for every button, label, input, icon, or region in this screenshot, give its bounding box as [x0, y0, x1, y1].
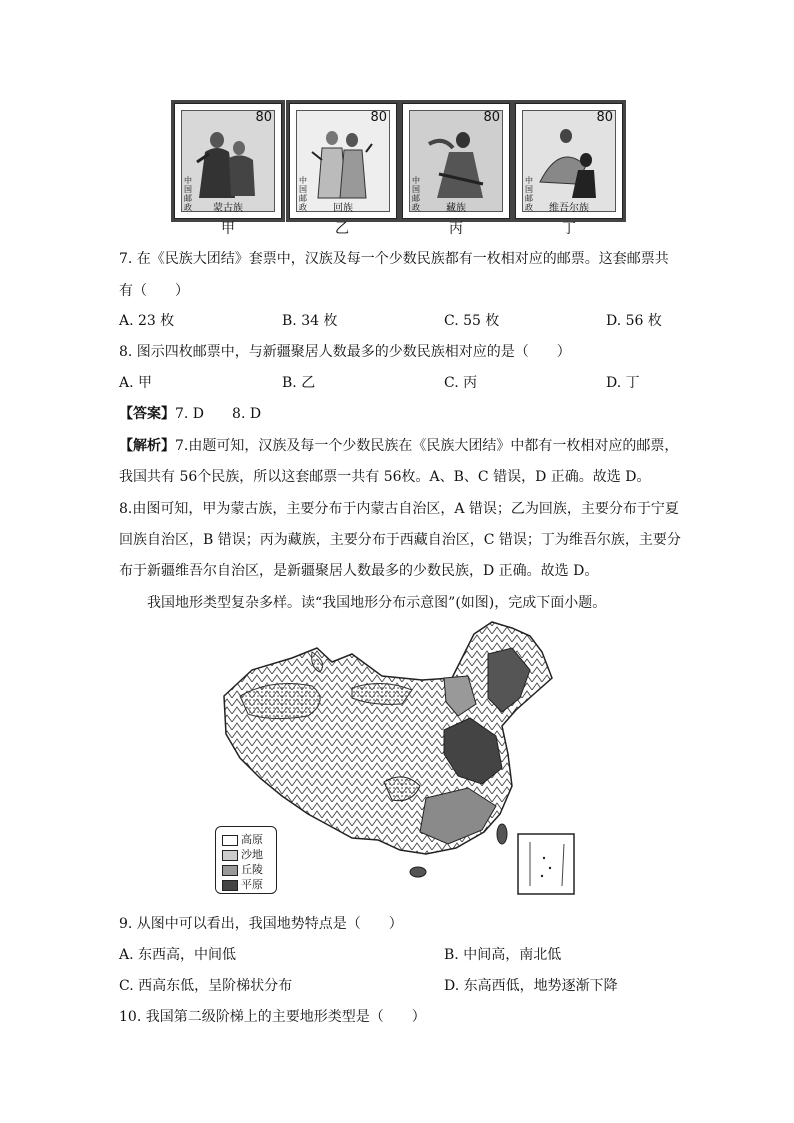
- stamp-price: 80: [596, 110, 613, 125]
- q8-option-a[interactable]: A. 甲: [119, 375, 153, 391]
- answer-text: 7. D 8. D: [175, 406, 262, 422]
- legend-swatch: [222, 850, 238, 861]
- taiwan-island: [497, 824, 507, 844]
- stamp-ding: [515, 103, 623, 219]
- stamp-bing: [402, 103, 510, 219]
- q7-option-a[interactable]: A. 23 枚: [119, 313, 175, 329]
- stamp-letter: 丁: [562, 221, 576, 237]
- desert-area: [352, 683, 412, 704]
- analysis-line1: [119, 436, 678, 456]
- analysis-line3: 8.由图可知，甲为蒙古族，主要分布于内蒙古自治区，A 错误；乙为回族，主要分布于宁夏: [119, 501, 679, 517]
- legend-item-plateau: [222, 831, 263, 845]
- legend-item-sand: [222, 846, 263, 860]
- q8-stem: 8. 图示四枚邮票中，与新疆聚居人数最多的少数民族相对应的是（ ）: [119, 344, 571, 360]
- stamp-price: 80: [483, 110, 500, 125]
- dancer-figure-icon: [536, 122, 600, 202]
- q8-option-c[interactable]: C. 丙: [444, 375, 478, 391]
- legend-swatch: [222, 880, 238, 891]
- stamp-letter: 丙: [449, 221, 463, 237]
- analysis-line2: 我国共有 56个民族，所以这套邮票一共有 56枚。A、B、C 错误，D 正确。故选 D。: [119, 469, 651, 485]
- q9-option-b[interactable]: B. 中间高，南北低: [444, 947, 562, 963]
- analysis-text: 7.由题可知，汉族及每一个少数民族在《民族大团结》中都有一枚相对应的邮票，: [175, 438, 679, 454]
- stamp-country-label: 中国邮政: [525, 176, 533, 212]
- map-intro: 我国地形类型复杂多样。读“我国地形分布示意图”(如图)，完成下面小题。: [147, 595, 607, 611]
- answer-label: 【答案】: [119, 406, 175, 422]
- analysis-label: 【解析】: [119, 438, 175, 454]
- hainan-island: [410, 867, 426, 877]
- dancer-figure-icon: [423, 122, 487, 202]
- stamp-jia: [174, 103, 282, 219]
- stamp-price: 80: [255, 110, 272, 125]
- q9-option-a[interactable]: A. 东西高，中间低: [119, 947, 237, 963]
- q7-option-b[interactable]: B. 34 枚: [282, 313, 338, 329]
- stamp-country-label: 中国邮政: [412, 176, 420, 212]
- legend-swatch: [222, 865, 238, 876]
- map-legend: [215, 826, 277, 894]
- q7-stem-line2: 有（ ）: [119, 283, 189, 299]
- q8-option-d[interactable]: D. 丁: [606, 375, 640, 391]
- q7-stem-line1: 7. 在《民族大团结》套票中，汉族及每一个少数民族都有一枚相对应的邮票。这套邮票共: [119, 251, 669, 267]
- south-china-sea-inset: [518, 834, 574, 894]
- q9-option-c[interactable]: C. 西高东低，呈阶梯状分布: [119, 978, 293, 994]
- legend-label: 平原: [241, 878, 263, 891]
- stamp-country-label: 中国邮政: [299, 176, 307, 212]
- stamp-ethnic-label: 藏族: [446, 203, 466, 214]
- legend-item-hills: [222, 861, 263, 875]
- q7-option-c[interactable]: C. 55 枚: [444, 313, 500, 329]
- legend-swatch: [222, 835, 238, 846]
- stamp-letter: 乙: [335, 221, 349, 237]
- stamp-ethnic-label: 维吾尔族: [549, 203, 589, 214]
- stamp-price: 80: [370, 110, 387, 125]
- q9-option-d[interactable]: D. 东高西低，地势逐渐下降: [444, 978, 618, 994]
- stamp-country-label: 中国邮政: [184, 176, 192, 212]
- q10-stem: 10. 我国第二级阶梯上的主要地形类型是（ ）: [119, 1009, 426, 1025]
- dancer-figure-icon: [195, 122, 259, 202]
- stamp-yi: [289, 103, 397, 219]
- legend-item-plain: [222, 876, 263, 890]
- stamp-letter: 甲: [221, 221, 235, 237]
- analysis-line4: 回族自治区，B 错误；丙为藏族，主要分布于西藏自治区，C 错误；丁为维吾尔族，主要分: [119, 532, 681, 548]
- q8-option-b[interactable]: B. 乙: [282, 375, 316, 391]
- legend-label: 沙地: [241, 848, 263, 861]
- legend-label: 高原: [241, 833, 263, 846]
- answer-line: [119, 404, 261, 424]
- q9-stem: 9. 从图中可以看出，我国地势特点是（ ）: [119, 916, 403, 932]
- legend-label: 丘陵: [241, 863, 263, 876]
- q7-option-d[interactable]: D. 56 枚: [606, 313, 662, 329]
- stamp-ethnic-label: 蒙古族: [213, 203, 243, 214]
- stamp-ethnic-label: 回族: [333, 203, 353, 214]
- analysis-line5: 布于新疆维吾尔自治区，是新疆聚居人数最多的少数民族，D 正确。故选 D。: [119, 563, 599, 579]
- dancer-figure-icon: [310, 122, 374, 202]
